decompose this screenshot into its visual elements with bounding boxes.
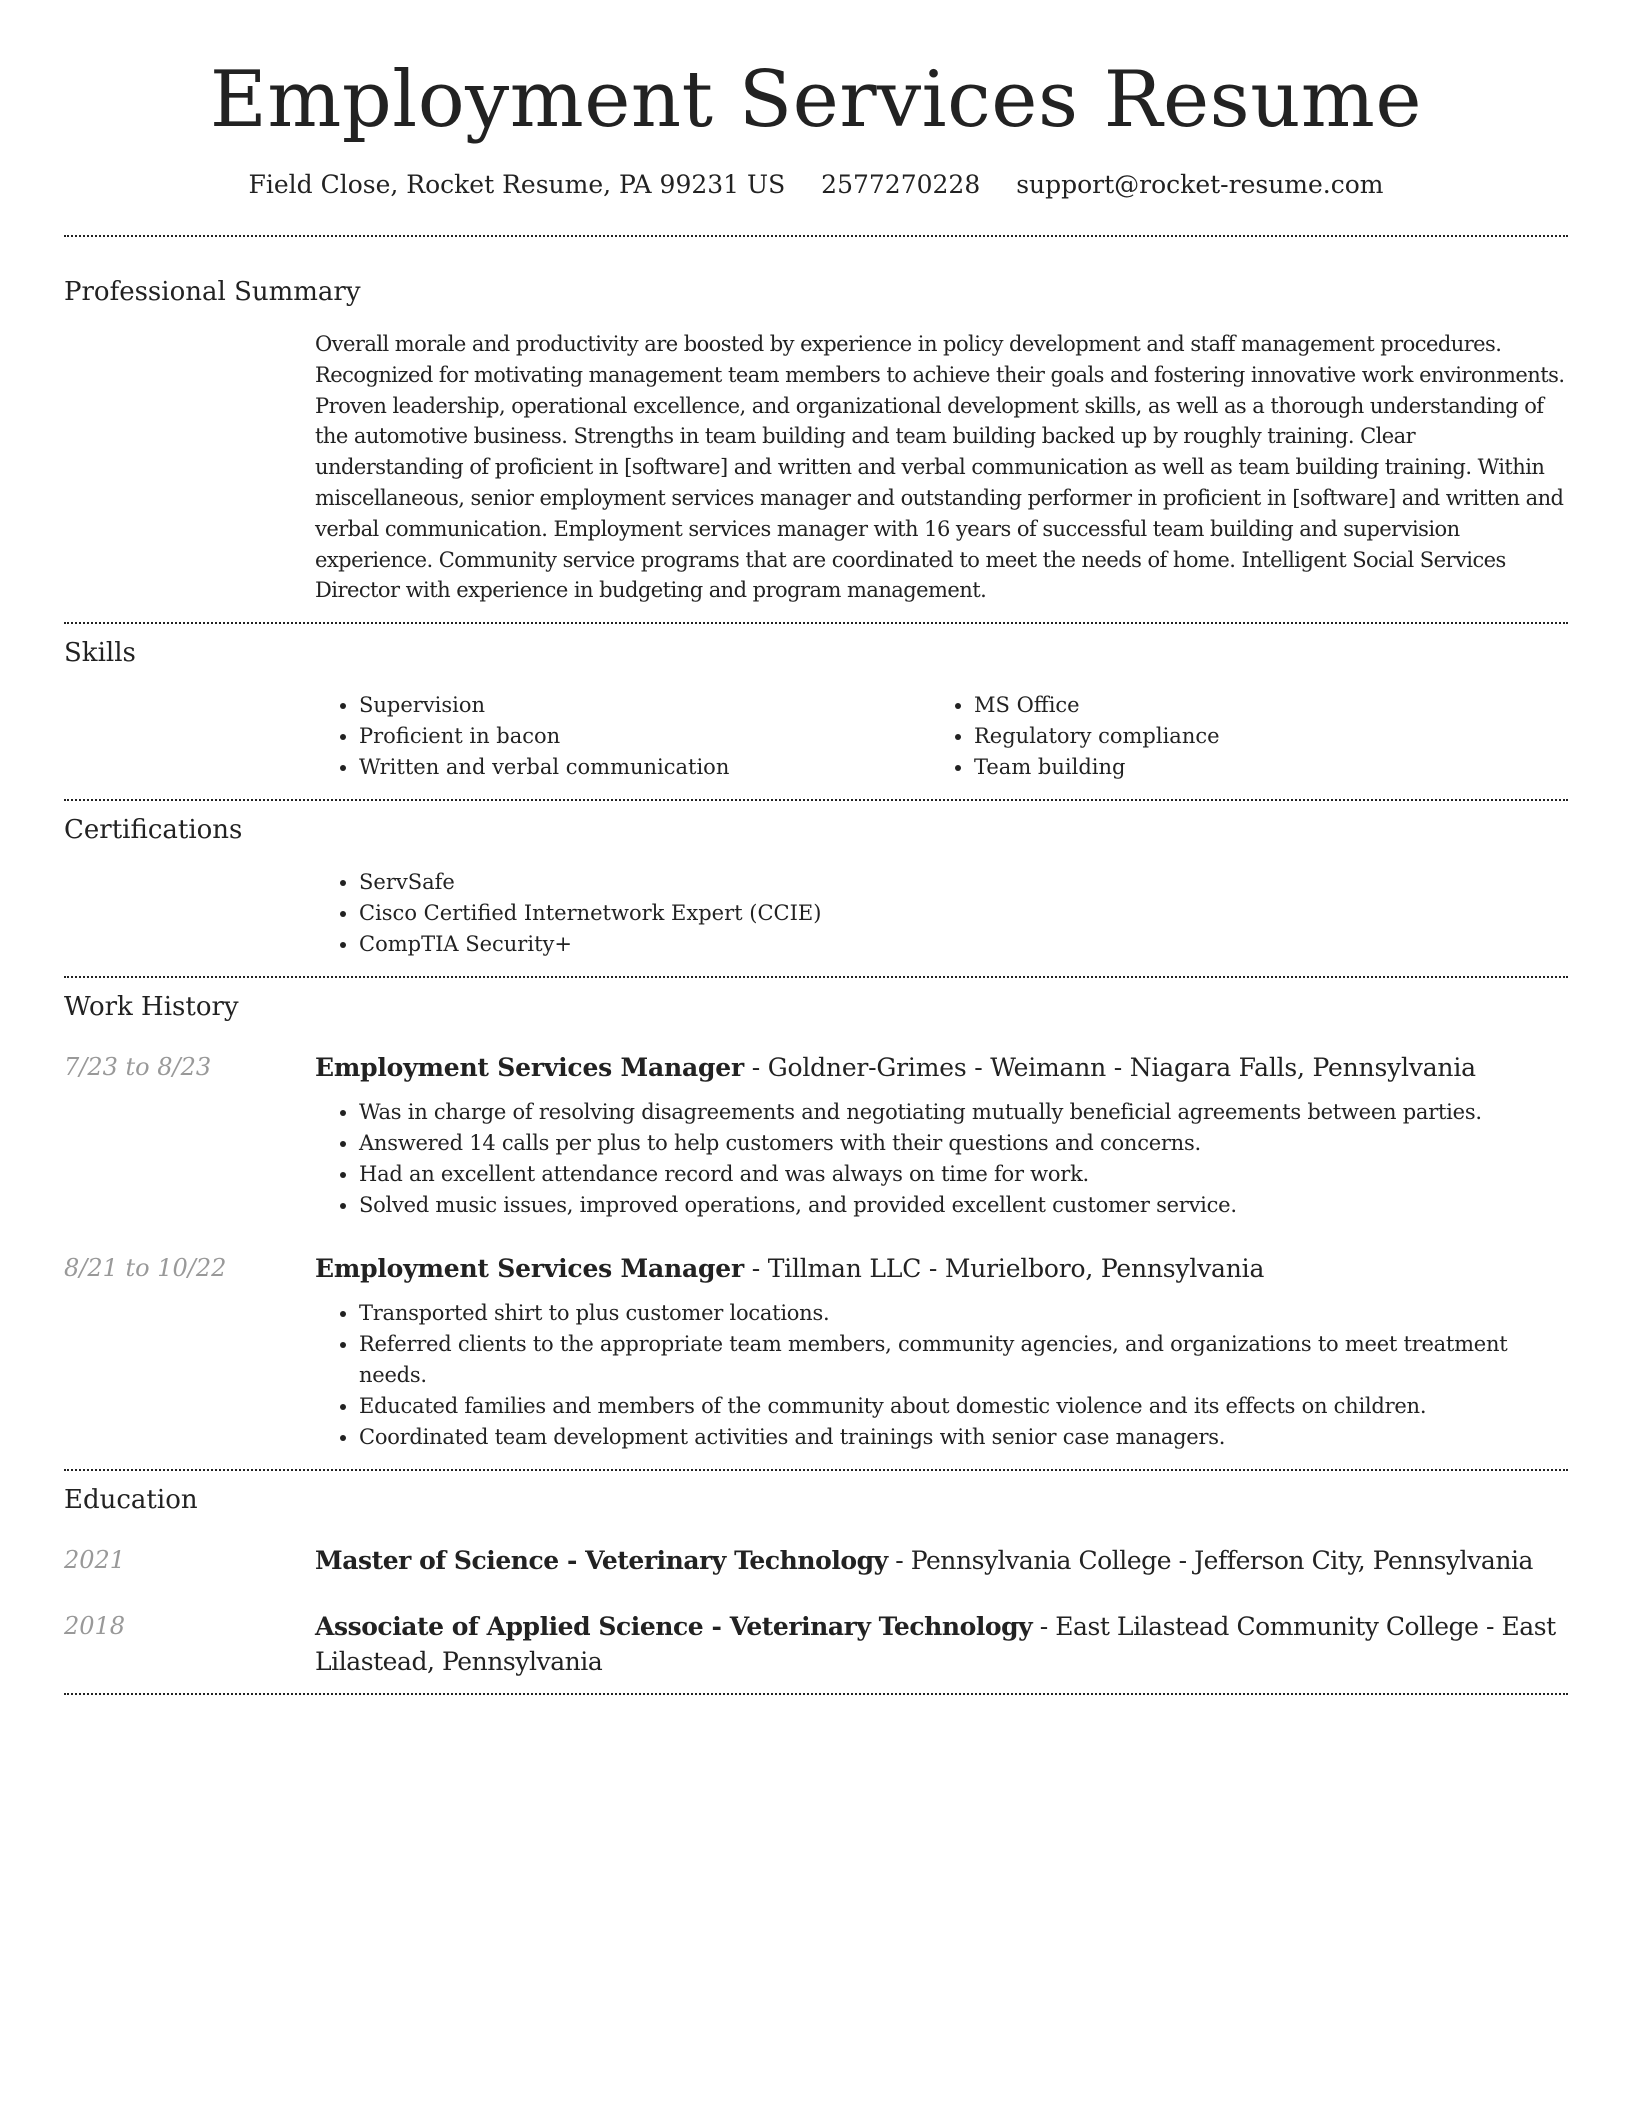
school-details: - Pennsylvania College - Jefferson City, Pennsylvania	[887, 1546, 1534, 1576]
skills-section	[64, 624, 1568, 783]
degree: Associate of Applied Science - Veterinary Technology	[315, 1612, 1033, 1642]
work-bullet: • Referred clients to the appropriate team members, community agencies, and organizations to meet treatment needs.	[359, 1329, 1568, 1391]
education-section	[64, 1471, 1568, 1679]
work-history-section	[64, 978, 1568, 1453]
skill-item: • Proficient in bacon	[359, 721, 930, 752]
job-title: Employment Services Manager	[315, 1254, 744, 1284]
contact-email[interactable]: support@rocket-resume.com	[1016, 170, 1384, 199]
job-title: Employment Services Manager	[315, 1053, 744, 1083]
work-heading	[315, 1050, 1568, 1085]
education-heading: Education	[64, 1485, 198, 1516]
section-divider	[64, 1693, 1568, 1695]
skill-item: • Team building	[974, 752, 1545, 783]
degree: Master of Science - Veterinary Technology	[315, 1546, 888, 1576]
work-bullet: • Educated families and members of the community about domestic violence and its effects on children.	[359, 1391, 1568, 1422]
contact-line	[64, 168, 1568, 202]
work-bullet: • Was in charge of resolving disagreements and negotiating mutually beneficial agreements between parties.	[359, 1097, 1568, 1128]
education-entry	[64, 1543, 1568, 1578]
certifications-heading: Certifications	[64, 815, 243, 846]
education-year: 2021	[64, 1546, 126, 1575]
work-entry-body	[315, 1050, 1568, 1221]
resume-title: Employment Services Resume	[209, 55, 1423, 145]
work-bullet: • Transported shirt to plus customer locations.	[359, 1298, 1568, 1329]
work-entry-body	[315, 1251, 1568, 1453]
work-bullet: • Solved music issues, improved operations, and provided excellent customer service.	[359, 1190, 1568, 1221]
work-bullet: • Coordinated team development activities and trainings with senior case managers.	[359, 1422, 1568, 1453]
school-details: - East Lilastead Community College - East Lilastead, Pennsylvania	[315, 1612, 1556, 1677]
work-dates: 8/21 to 10/22	[64, 1254, 227, 1283]
work-bullet: • Had an excellent attendance record and was always on time for work.	[359, 1159, 1568, 1190]
certifications-list	[315, 867, 1568, 960]
skills-column-right	[930, 690, 1545, 783]
work-bullets	[315, 1298, 1568, 1453]
contact-phone[interactable]: 2577270228	[821, 170, 981, 199]
education-entry	[64, 1609, 1568, 1679]
summary-section	[64, 237, 1568, 606]
work-bullet: • Answered 14 calls per plus to help customers with their questions and concerns.	[359, 1128, 1568, 1159]
job-details: - Tillman LLC - Murielboro, Pennsylvania	[743, 1254, 1265, 1284]
summary-text: Overall morale and productivity are boosted by experience in policy development and staff management procedures. Recognized for motivating management team members to achieve their goals and fostering innovative work environments. Proven leadership, operational excellence, and organizational development skills, as well as a thorough understanding of the automotive business. Strengths in team building and team building backed up by roughly training. Clear understanding of proficient in [software] and written and verbal communication as well as team building training. Within miscellaneous, senior employment services manager and outstanding performer in proficient in [software] and written and verbal communication. Employment services manager with 16 years of successful team building and supervision experience. Community service programs that are coordinated to meet the needs of home. Intelligent Social Services Director with experience in budgeting and program management.	[315, 332, 1565, 603]
certification-item: • ServSafe	[359, 867, 1568, 898]
contact-address: Field Close, Rocket Resume, PA 99231 US	[248, 170, 786, 199]
work-bullets	[315, 1097, 1568, 1221]
work-dates: 7/23 to 8/23	[64, 1053, 212, 1082]
work-entry	[64, 1251, 1568, 1453]
certification-item: • Cisco Certified Internetwork Expert (CCIE)	[359, 898, 1568, 929]
work-entry	[64, 1050, 1568, 1221]
work-history-heading: Work History	[64, 992, 239, 1023]
education-heading	[315, 1609, 1568, 1679]
skill-item: • Written and verbal communication	[359, 752, 930, 783]
skills-column-left	[315, 690, 930, 783]
resume-page	[64, 0, 1568, 1695]
certifications-section	[64, 801, 1568, 960]
work-heading	[315, 1251, 1568, 1286]
skills-heading: Skills	[64, 638, 136, 669]
education-heading	[315, 1543, 1568, 1578]
job-details: - Goldner-Grimes - Weimann - Niagara Falls, Pennsylvania	[743, 1053, 1476, 1083]
certification-item: • CompTIA Security+	[359, 929, 1568, 960]
skill-item: • Supervision	[359, 690, 930, 721]
education-year: 2018	[64, 1612, 126, 1641]
skills-list	[315, 690, 1568, 783]
summary-heading: Professional Summary	[64, 277, 361, 307]
skill-item: • MS Office	[974, 690, 1545, 721]
skill-item: • Regulatory compliance	[974, 721, 1545, 752]
